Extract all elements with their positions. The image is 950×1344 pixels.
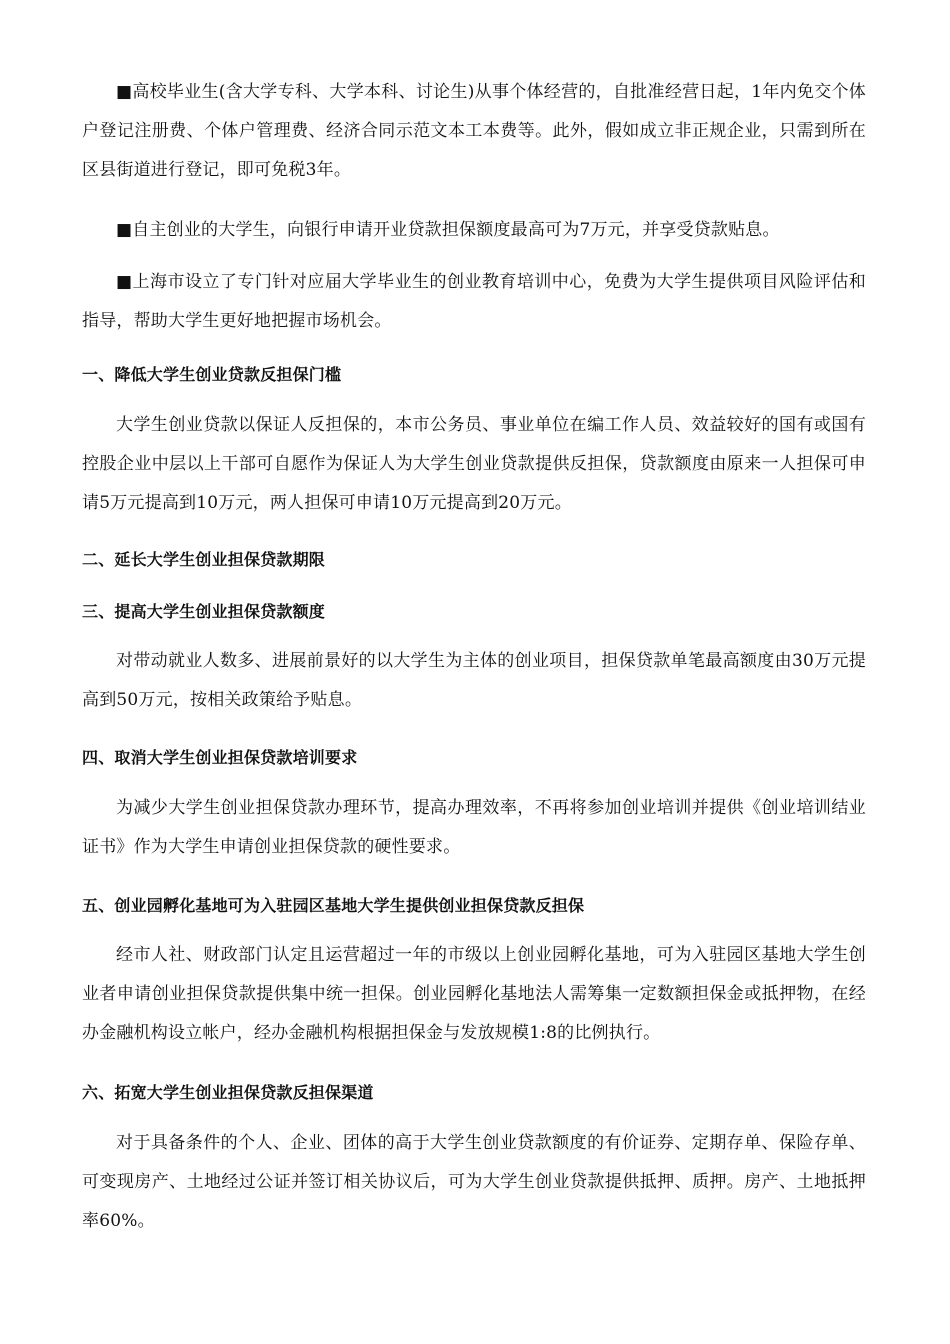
section-heading-3: 三、提高大学生创业担保贷款额度 (82, 602, 326, 621)
section-heading-5: 五、创业园孵化基地可为入驻园区基地大学生提供创业担保贷款反担保 (82, 896, 585, 915)
section-heading-1: 一、降低大学生创业贷款反担保门槛 (82, 365, 342, 384)
section-body-6: 对于具备条件的个人、企业、团体的高于大学生创业贷款额度的有价证券、定期存单、保险存单、可变现房产、土地经过公证并签订相关协议后，可为大学生创业贷款提供抵押、质押。房产、土地抵押率60%。 (82, 1133, 866, 1231)
bullet-paragraph-3: ■上海市设立了专门针对应届大学毕业生的创业教育培训中心，免费为大学生提供项目风险评估和指导，帮助大学生更好地把握市场机会。 (82, 272, 866, 331)
section-heading-4: 四、取消大学生创业担保贷款培训要求 (82, 748, 358, 767)
section-body-5: 经市人社、财政部门认定且运营超过一年的市级以上创业园孵化基地，可为入驻园区基地大学生创业者申请创业担保贷款提供集中统一担保。创业园孵化基地法人需筹集一定数额担保金或抵押物，在经办金融机构设立帐户，经办金融机构根据担保金与发放规模1:8的比例执行。 (82, 945, 866, 1043)
bullet-paragraph-1: ■高校毕业生(含大学专科、大学本科、讨论生)从事个体经营的，自批准经营日起，1年内免交个体户登记注册费、个体户管理费、经济合同示范文本工本费等。此外，假如成立非正规企业，只需到所在区县街道进行登记，即可免税3年。 (82, 82, 866, 180)
bullet-paragraph-2: ■自主创业的大学生，向银行申请开业贷款担保额度最高可为7万元，并享受贷款贴息。 (116, 220, 780, 240)
section-heading-6: 六、拓宽大学生创业担保贷款反担保渠道 (82, 1083, 374, 1102)
section-body-3: 对带动就业人数多、进展前景好的以大学生为主体的创业项目，担保贷款单笔最高额度由30万元提高到50万元，按相关政策给予贴息。 (82, 651, 866, 710)
section-body-4: 为减少大学生创业担保贷款办理环节，提高办理效率，不再将参加创业培训并提供《创业培训结业证书》作为大学生申请创业担保贷款的硬性要求。 (82, 798, 866, 857)
section-heading-2: 二、延长大学生创业担保贷款期限 (82, 550, 326, 569)
section-body-1: 大学生创业贷款以保证人反担保的，本市公务员、事业单位在编工作人员、效益较好的国有或国有控股企业中层以上干部可自愿作为保证人为大学生创业贷款提供反担保，贷款额度由原来一人担保可申请5万元提高到10万元，两人担保可申请10万元提高到20万元。 (82, 415, 866, 513)
